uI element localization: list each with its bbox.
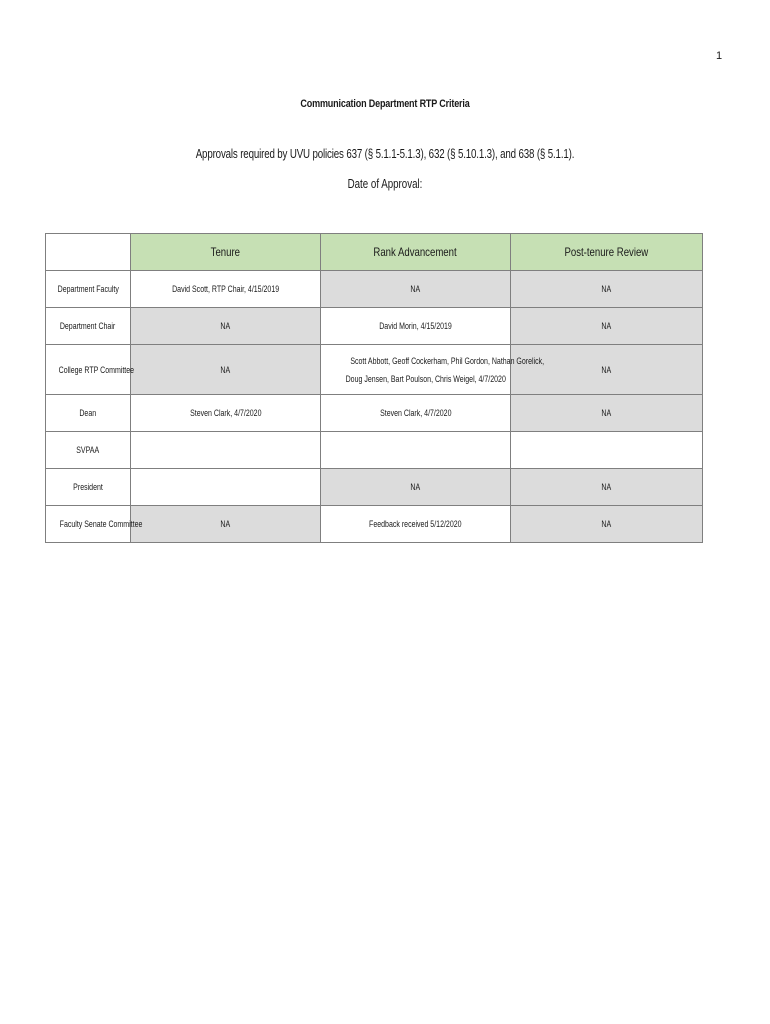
row-label: Department Faculty: [46, 271, 131, 308]
tenure-cell: [131, 432, 321, 469]
document-title: Communication Department RTP Criteria: [300, 98, 470, 110]
table-row: [46, 271, 703, 308]
post-tenure-cell: NA: [511, 469, 703, 506]
row-label: SVPAA: [46, 432, 131, 469]
header-corner-cell: [46, 234, 131, 271]
row-label: Dean: [46, 395, 131, 432]
header-tenure: Tenure: [131, 234, 321, 271]
post-tenure-cell: [511, 432, 703, 469]
tenure-cell: Steven Clark, 4/7/2020: [131, 395, 321, 432]
header-post-tenure-review: Post-tenure Review: [511, 234, 703, 271]
table-row: [46, 308, 703, 345]
post-tenure-cell: NA: [511, 395, 703, 432]
row-label: Department Chair: [46, 308, 131, 345]
table-row: [46, 432, 703, 469]
table-row: [46, 506, 703, 543]
table-row: [46, 395, 703, 432]
post-tenure-cell: NA: [511, 506, 703, 543]
rank-cell: [321, 432, 511, 469]
tenure-cell: NA: [131, 345, 321, 395]
page-number: 1: [716, 50, 723, 62]
approvals-table: [45, 233, 703, 543]
row-label: College RTP Committee: [46, 345, 131, 395]
rank-cell: Steven Clark, 4/7/2020: [321, 395, 511, 432]
rank-cell-line: Scott Abbott, Geoff Cockerham, Phil Gordon, Nathan Gorelick,: [350, 355, 545, 366]
rank-cell: [321, 345, 545, 395]
rank-cell: NA: [321, 469, 511, 506]
table-row: [46, 469, 703, 506]
tenure-cell: NA: [131, 506, 321, 543]
rank-cell-line: Doug Jensen, Bart Poulson, Chris Weigel, 4/7/2020: [345, 373, 506, 384]
tenure-cell: David Scott, RTP Chair, 4/15/2019: [131, 271, 321, 308]
table-header-row: [46, 234, 703, 271]
table-row: [46, 345, 703, 395]
rank-cell: David Morin, 4/15/2019: [321, 308, 511, 345]
row-label: Faculty Senate Committee: [46, 506, 131, 543]
post-tenure-cell: NA: [511, 271, 703, 308]
post-tenure-cell: NA: [511, 345, 703, 395]
rank-cell: NA: [321, 271, 511, 308]
header-rank-advancement: Rank Advancement: [321, 234, 511, 271]
rank-cell: Feedback received 5/12/2020: [321, 506, 511, 543]
tenure-cell: [131, 469, 321, 506]
row-label: President: [46, 469, 131, 506]
post-tenure-cell: NA: [511, 308, 703, 345]
date-of-approval: Date of Approval:: [347, 177, 423, 191]
tenure-cell: NA: [131, 308, 321, 345]
policy-subtitle: Approvals required by UVU policies 637 (§ 5.1.1-5.1.3), 632 (§ 5.10.1.3), and 638 (§ 5.1.1).: [195, 147, 575, 161]
